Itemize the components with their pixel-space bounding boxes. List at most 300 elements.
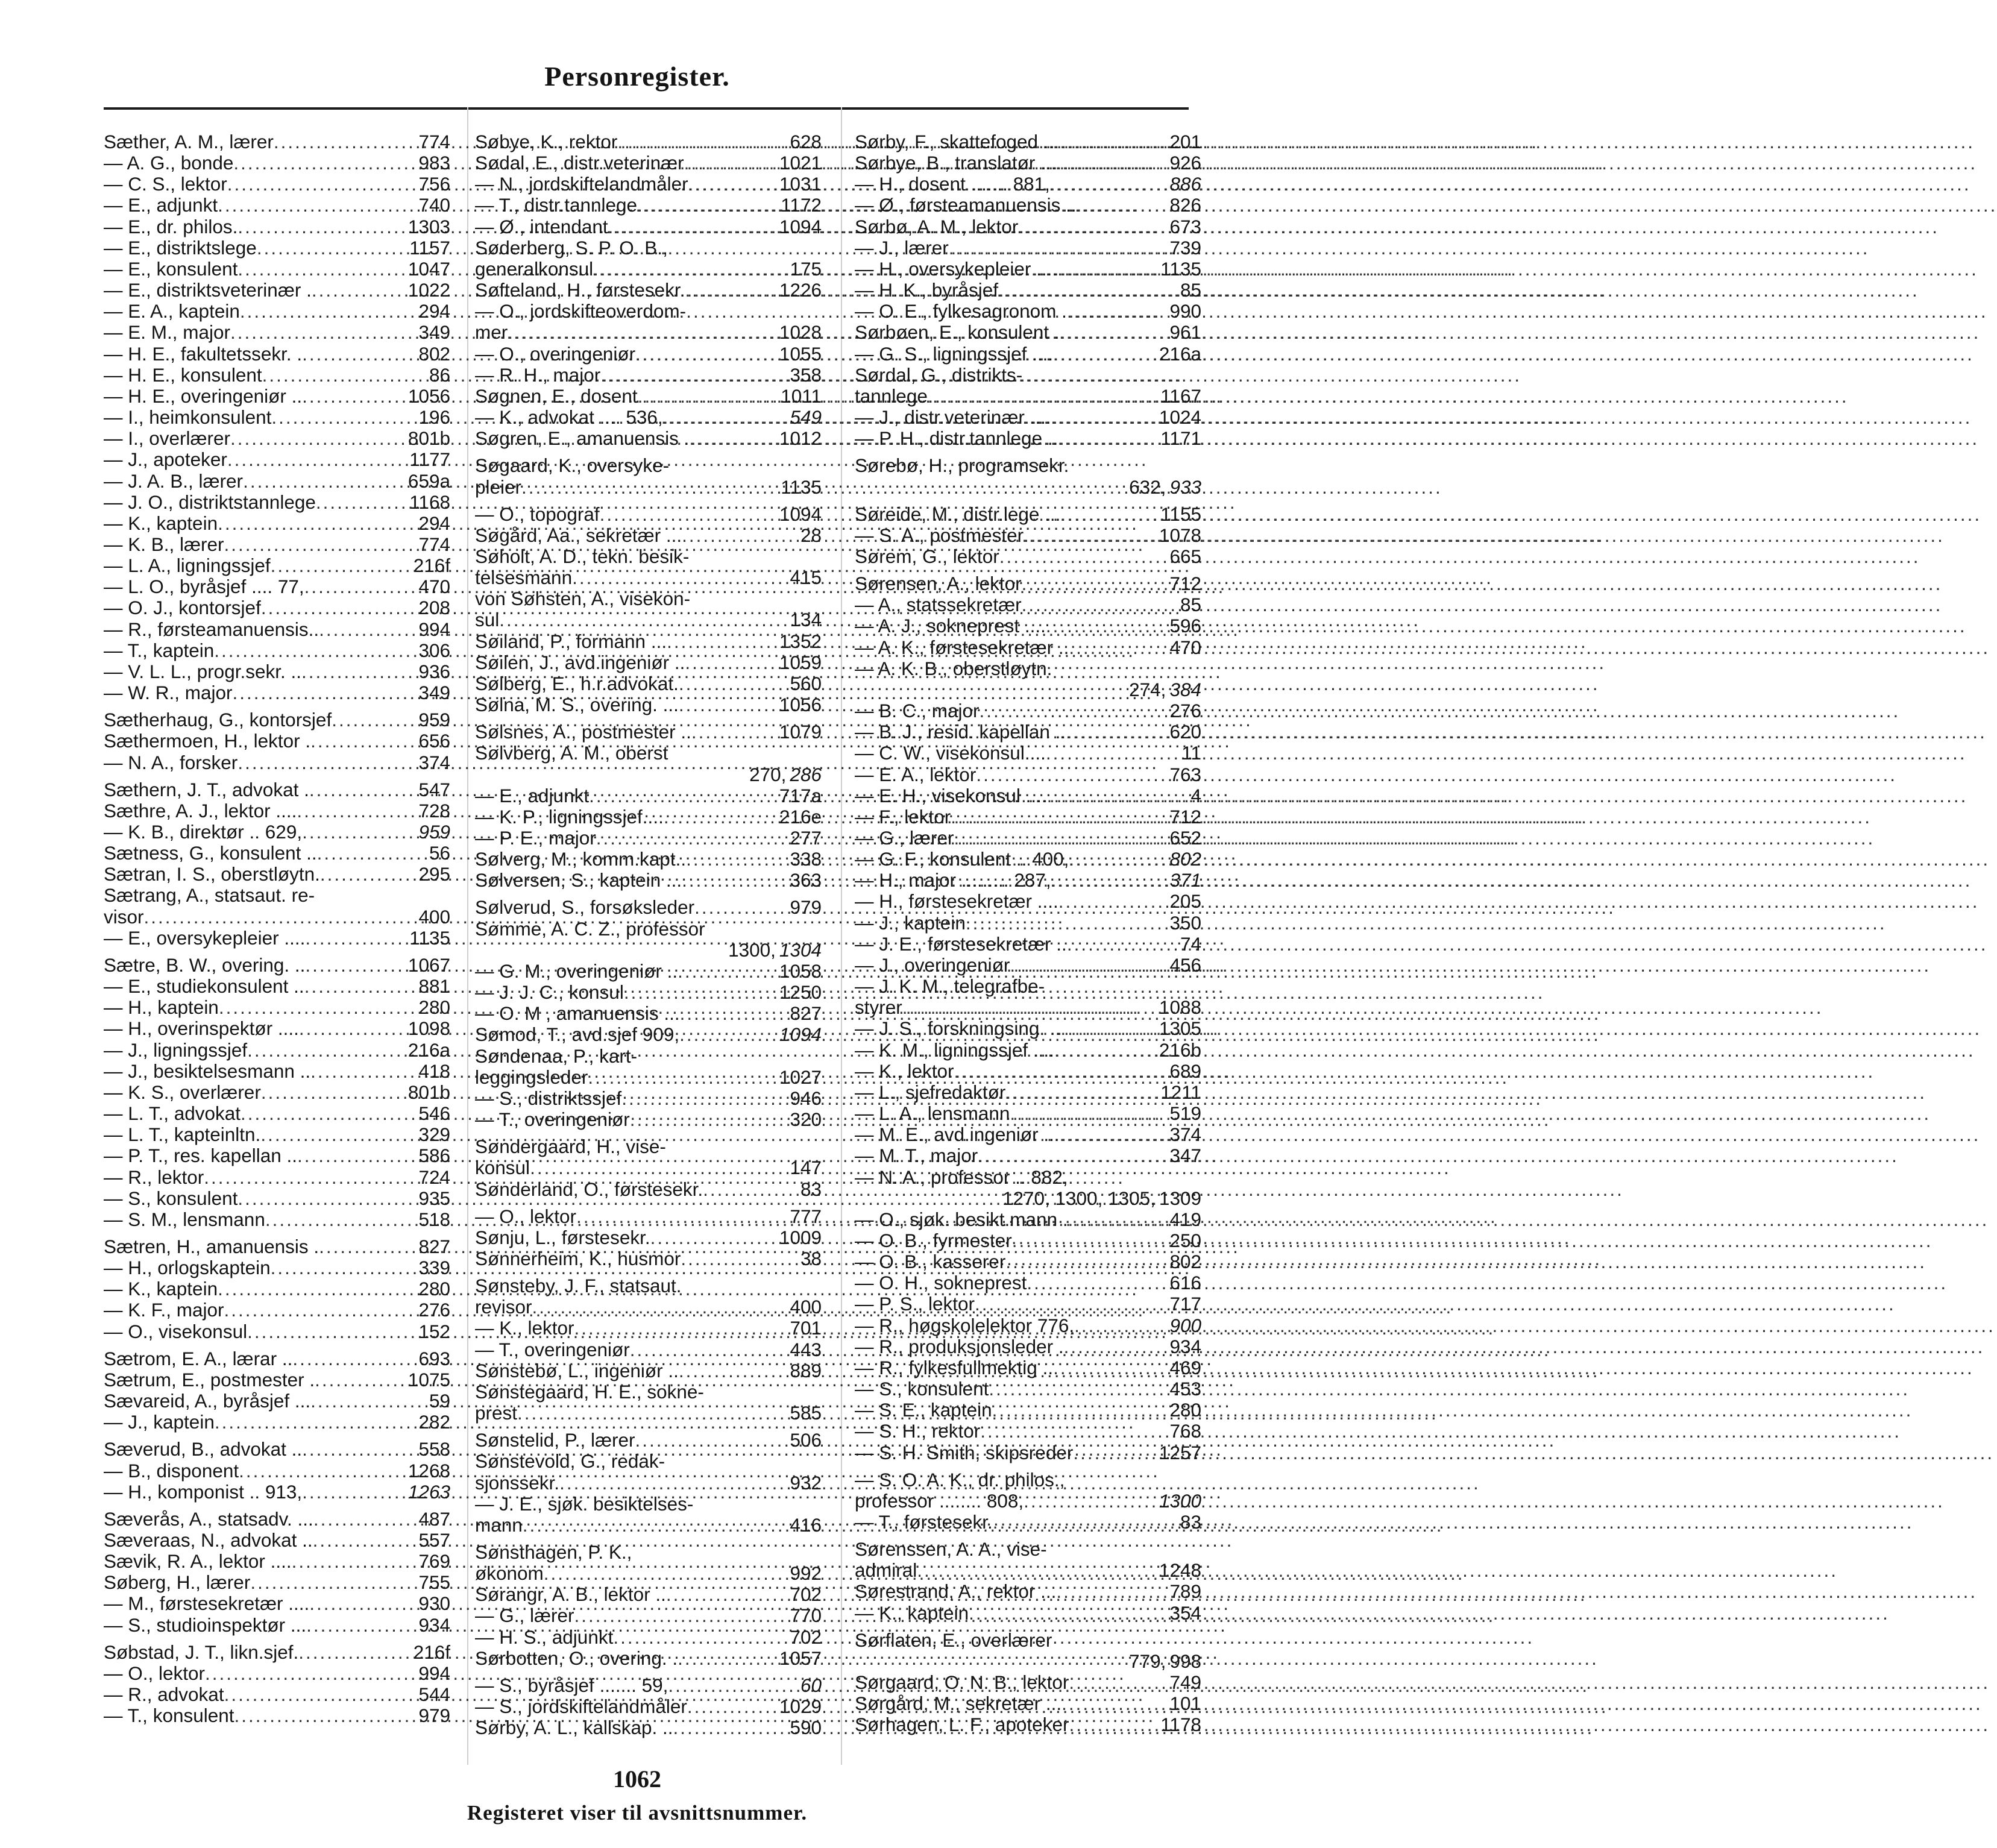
entry-name: Sørestrand, A., rektor ... — [855, 1580, 1057, 1603]
section-number: 443 — [790, 1338, 822, 1360]
index-entry — [855, 131, 1201, 152]
leader-dots — [144, 907, 415, 928]
leader-dots — [205, 1663, 415, 1684]
leader-dots — [630, 1339, 787, 1360]
entry-name: von Søhsten, A., visekon- — [475, 588, 691, 610]
entry-name: Sørebø, H., programsekr. — [855, 454, 1069, 477]
entry-name: mann — [475, 1513, 523, 1536]
entry-name: — J. E., sjøk. besiktelses- — [475, 1492, 694, 1515]
entry-name: Sæthre, A. J., lektor .... — [104, 799, 297, 822]
index-entry — [475, 152, 822, 174]
section-number: 83 — [800, 1178, 822, 1200]
index-entry — [104, 471, 450, 492]
entry-name: — P. E., major — [475, 827, 596, 849]
leader-dots — [1005, 1082, 1157, 1103]
index-entry — [475, 1696, 822, 1717]
index-entry — [104, 955, 450, 976]
leader-dots — [302, 822, 415, 843]
section-number: 702 — [790, 1583, 822, 1606]
entry-name: — M. E., avd.ingeniør ... — [855, 1124, 1060, 1146]
page-number: 1062 — [613, 1765, 661, 1793]
entry-name: — E., adjunkt — [475, 784, 590, 806]
entry-name: tannlege — [855, 385, 928, 407]
entry-name: — S., konsulent — [855, 1378, 989, 1400]
index-entry — [855, 322, 1201, 343]
entry-name: — K. S., overlærer — [104, 1081, 261, 1103]
leader-dots — [310, 1061, 415, 1082]
index-entry — [855, 1714, 1201, 1735]
entry-name: — K., lektor — [855, 1060, 954, 1082]
leader-dots — [1024, 525, 1156, 546]
index-entry — [104, 682, 450, 703]
page-title: Personregister. — [544, 61, 730, 92]
leader-dots — [593, 259, 786, 280]
entry-name: — H. E., overingeniør .. — [104, 385, 303, 407]
leader-dots — [635, 1430, 787, 1451]
leader-dots — [980, 700, 1166, 721]
index-entry — [475, 280, 822, 301]
leader-dots — [298, 1642, 409, 1663]
section-number: 768 — [1169, 1420, 1201, 1442]
section-number: 1056 — [779, 694, 822, 716]
section-number: 546 — [418, 1102, 450, 1125]
leader-dots — [1069, 849, 1166, 870]
leader-dots — [1069, 1672, 1166, 1693]
index-entry — [855, 891, 1201, 912]
section-number: 936 — [418, 660, 450, 682]
section-number: 470 — [1169, 636, 1201, 658]
index-entry — [104, 709, 450, 731]
leader-dots — [624, 982, 776, 1003]
section-number: 419 — [1169, 1208, 1201, 1230]
section-number: 1088 — [1159, 996, 1201, 1019]
leader-dots — [678, 1648, 776, 1669]
leader-dots — [679, 1360, 787, 1381]
section-number: 418 — [418, 1060, 450, 1082]
entry-name: — R., førsteamanuensis.. — [104, 618, 319, 640]
leader-dots — [247, 1040, 404, 1061]
entry-name: 1270, 1300, 1305, — [1002, 1187, 1156, 1209]
leader-dots — [302, 1439, 415, 1460]
index-entry — [855, 1560, 1201, 1581]
leader-dots — [680, 1003, 787, 1024]
section-number: 38 — [800, 1247, 822, 1269]
entry-name: — E., distriktslege — [104, 236, 257, 259]
entry-name: — W. R., major — [104, 682, 233, 704]
index-entry — [475, 1046, 822, 1067]
index-entry — [475, 785, 822, 806]
section-number: 774 — [418, 131, 450, 152]
section-number: 886 — [1169, 173, 1201, 195]
index-entry — [855, 679, 1201, 700]
leader-dots — [1027, 1272, 1166, 1293]
section-number: 216a — [407, 1039, 450, 1061]
entry-name: — N. A., professor .. 882, — [855, 1166, 1068, 1188]
section-number: 801b — [407, 1081, 450, 1103]
section-number: 280 — [418, 996, 450, 1019]
index-entry — [475, 1318, 822, 1339]
index-entry — [475, 344, 822, 365]
leader-dots — [319, 1236, 415, 1257]
index-entry — [475, 743, 822, 764]
index-entry — [104, 1257, 450, 1278]
leader-dots — [1058, 891, 1166, 912]
entry-name: Sønsthagen, P. K., — [475, 1541, 632, 1563]
section-number: 1021 — [779, 152, 822, 174]
entry-name: — H., overinspektør .... — [104, 1017, 299, 1040]
leader-dots — [572, 567, 786, 588]
section-number: 1168 — [409, 491, 450, 513]
leader-dots — [688, 174, 776, 195]
leader-dots — [530, 1157, 786, 1178]
entry-name: Sønstevold, G., redak- — [475, 1450, 665, 1472]
index-entry — [855, 976, 1201, 997]
section-number: 935 — [418, 1187, 450, 1209]
entry-name: — G. S., ligningssjef .... — [855, 342, 1054, 365]
entry-name: — T., overingeniør — [475, 1338, 630, 1360]
entry-name: Søgård, Aa., sekretær ... — [475, 524, 682, 546]
entry-name: 779, — [1129, 1650, 1166, 1672]
section-number: 358 — [790, 363, 822, 386]
entry-name: — J., kaptein — [855, 911, 966, 934]
leader-dots — [224, 1684, 415, 1705]
leader-dots — [219, 997, 415, 1018]
leader-dots — [304, 976, 415, 997]
section-number: 1300 — [1159, 1489, 1201, 1512]
leader-dots — [685, 280, 776, 301]
leader-dots — [237, 1188, 415, 1209]
entry-name: — E. M., major — [104, 321, 231, 344]
index-entry — [104, 864, 450, 885]
index-entry — [855, 870, 1201, 891]
section-number: 306 — [418, 639, 450, 661]
index-entry — [475, 828, 822, 849]
leader-dots — [274, 131, 415, 152]
index-entry — [104, 152, 450, 174]
section-number: 60 — [800, 1674, 822, 1696]
entry-name: — O., lektor — [104, 1662, 206, 1684]
index-entry — [104, 1145, 450, 1166]
section-number: 487 — [418, 1507, 450, 1530]
index-entry — [104, 640, 450, 661]
entry-name: — O. E., fylkesagronom . — [855, 300, 1067, 322]
index-entry — [475, 1206, 822, 1227]
leader-dots — [260, 1124, 415, 1145]
index-entry — [475, 1675, 822, 1696]
leader-dots — [902, 997, 1156, 1018]
leader-dots — [667, 631, 776, 652]
section-number: 926 — [1169, 152, 1201, 174]
section-number: 453 — [1169, 1378, 1201, 1400]
entry-name: — R. H., major — [475, 363, 601, 386]
section-number: 1177 — [409, 448, 450, 471]
leader-dots — [1050, 174, 1166, 195]
leader-dots — [1012, 1230, 1166, 1251]
leader-dots — [635, 344, 776, 365]
index-entry — [855, 1167, 1201, 1188]
entry-name: 1300, — [728, 938, 776, 961]
entry-name: — L. T., advokat — [104, 1102, 241, 1125]
entry-name: Søndenaa, P., kart- — [475, 1045, 638, 1067]
entry-name: leggingsleder — [475, 1066, 588, 1088]
entry-name: — C. W., visekonsul.... — [855, 742, 1046, 764]
leader-dots — [215, 1412, 415, 1433]
index-entry — [104, 1348, 450, 1369]
section-number: 934 — [418, 1614, 450, 1636]
entry-name: prest — [475, 1402, 518, 1424]
index-entry — [855, 365, 1201, 386]
entry-name: Søndergaard, H., vise- — [475, 1136, 666, 1158]
index-entry — [104, 237, 450, 259]
entry-name: — H., kaptein — [104, 996, 219, 1019]
leader-dots — [247, 1321, 415, 1342]
entry-name: — J., besiktelsesmann .. — [104, 1060, 311, 1082]
entry-name: — P. T., res. kapellan .. — [104, 1145, 297, 1167]
index-entry — [475, 1179, 822, 1200]
section-number: 276 — [418, 1299, 450, 1321]
entry-name: Sølversen, S., kaptein ... — [475, 869, 682, 891]
section-number: 216e — [779, 805, 822, 828]
entry-name: — H., dosent ....... 881, — [855, 173, 1050, 195]
index-entry — [104, 492, 450, 513]
section-number: 1009 — [779, 1226, 822, 1248]
leader-dots — [998, 280, 1177, 301]
index-entry — [475, 849, 822, 870]
index-entry — [475, 216, 822, 237]
index-entry — [104, 1551, 450, 1572]
index-entry — [475, 1248, 822, 1269]
leader-dots — [499, 609, 786, 630]
entry-name: Sødal, E., distr.veterinær — [475, 152, 684, 174]
entry-name: Sømod, T., avd.sjef 909, — [475, 1023, 680, 1046]
entry-name: Søbye, K., rektor — [475, 131, 618, 152]
entry-name: Søilen, J., avd.ingeniør .. — [475, 651, 685, 673]
section-number: 596 — [1169, 615, 1201, 637]
leader-dots — [1069, 1714, 1157, 1735]
index-entry — [475, 1403, 822, 1424]
leader-dots — [600, 365, 786, 386]
entry-name: — G., lærer — [855, 827, 954, 849]
section-number: 350 — [1169, 911, 1201, 934]
section-number: 400 — [790, 1296, 822, 1318]
leader-dots — [1051, 870, 1166, 891]
leader-dots — [686, 849, 786, 870]
entry-name: Sølverg, M., komm.kapt.. — [475, 848, 687, 870]
section-number: 717a — [779, 784, 822, 806]
entry-name: — H. E., konsulent — [104, 363, 262, 386]
leader-dots — [638, 386, 778, 407]
section-number: 994 — [418, 618, 450, 640]
section-number: 1305 — [1159, 1017, 1201, 1040]
entry-name: — K., kaptein — [855, 1601, 969, 1624]
index-entry — [104, 928, 450, 949]
entry-name: — J. A. B., lærer — [104, 470, 244, 492]
entry-name: — S. E., kaptein — [855, 1399, 992, 1421]
entry-name: Sønstegaard, H. E., sokne- — [475, 1380, 704, 1403]
entry-name: — T., distr.tannlege — [475, 194, 638, 216]
entry-name: — O., lektor — [475, 1205, 577, 1227]
leader-dots — [234, 1705, 415, 1726]
index-entry — [475, 1648, 822, 1669]
entry-name: — E., dr. philos. — [104, 215, 238, 237]
leader-dots — [1022, 594, 1177, 615]
section-number: 295 — [418, 863, 450, 885]
index-entry — [104, 1412, 450, 1433]
leader-dots — [999, 546, 1166, 567]
entry-name: admiral — [855, 1559, 917, 1582]
section-number: 470 — [418, 576, 450, 598]
leader-dots — [250, 1572, 415, 1593]
index-entry — [475, 1451, 822, 1472]
entry-name: Sørbø, A. M., lektor — [855, 215, 1019, 237]
section-number: 740 — [418, 194, 450, 216]
section-number: 363 — [790, 869, 822, 891]
index-entry — [855, 386, 1201, 407]
section-number: 689 — [1169, 1060, 1201, 1082]
index-entry — [104, 259, 450, 280]
section-number: 990 — [1169, 300, 1201, 322]
entry-name: — A. K. B., oberstløytn. — [855, 657, 1052, 679]
index-entry — [475, 1109, 822, 1130]
entry-name: — J. K. M., telegrafbe- — [855, 975, 1045, 998]
leader-dots — [292, 1348, 415, 1369]
index-entry — [475, 301, 822, 322]
index-entry — [475, 1024, 822, 1045]
leader-dots — [687, 1696, 776, 1717]
index-entry — [104, 997, 450, 1018]
leader-dots — [241, 1103, 415, 1124]
leader-dots — [508, 322, 776, 343]
index-entry — [855, 1272, 1201, 1293]
section-number: 826 — [1169, 194, 1201, 216]
index-entry — [104, 301, 450, 322]
entry-name: styrer — [855, 996, 902, 1019]
section-number: 1056 — [407, 385, 450, 407]
leader-dots — [305, 928, 406, 949]
entry-name: Sønderland, O., førstesekr. — [475, 1178, 703, 1200]
leader-dots — [305, 955, 404, 976]
index-entry — [855, 1630, 1201, 1651]
index-entry — [855, 237, 1201, 259]
section-number: 1211 — [1160, 1081, 1201, 1103]
leader-dots — [271, 407, 415, 428]
section-number: 28 — [800, 524, 822, 546]
section-number: 329 — [418, 1124, 450, 1146]
entry-name: — K. B., direktør .. 629, — [104, 821, 303, 843]
index-entry — [475, 1494, 822, 1515]
entry-name: — A. G., bonde — [104, 152, 234, 174]
section-number: 712 — [1169, 573, 1201, 595]
section-number: 881 — [418, 975, 450, 998]
leader-dots — [1024, 1491, 1156, 1512]
leader-dots — [989, 1378, 1166, 1400]
section-number: 693 — [418, 1347, 450, 1369]
section-number: 802 — [1169, 848, 1201, 870]
section-number: 1059 — [779, 651, 822, 673]
section-number: 979 — [790, 896, 822, 919]
index-entry — [104, 1460, 450, 1482]
index-entry — [104, 1572, 450, 1593]
entry-name: Søgaard, K., oversyke- — [475, 454, 670, 477]
entry-name: Søholt, A. D., tekn. besik- — [475, 545, 690, 567]
index-column-1 — [104, 131, 450, 1726]
entry-name: — E. H., visekonsul .... — [855, 784, 1047, 806]
index-entry — [855, 1378, 1201, 1400]
entry-name: 632, — [1129, 476, 1166, 498]
index-entry — [104, 1705, 450, 1726]
index-entry — [104, 576, 450, 597]
entry-name: Sætrom, E. A., lærar .. — [104, 1347, 293, 1369]
index-entry — [475, 1430, 822, 1451]
leader-dots — [1060, 1124, 1166, 1145]
entry-name: Sætness, G., konsulent .. — [104, 842, 317, 864]
index-entry — [475, 546, 822, 567]
entry-name: — V. L. L., progr.sekr. .. — [104, 660, 301, 682]
leader-dots — [1054, 131, 1166, 152]
leader-dots — [1068, 1209, 1166, 1230]
leader-dots — [954, 828, 1166, 849]
index-entry — [104, 731, 450, 752]
index-entry — [855, 1209, 1201, 1230]
section-number: 347 — [1169, 1145, 1201, 1167]
leader-dots — [224, 1300, 415, 1321]
entry-name: Sætrang, A., statsaut. re- — [104, 884, 315, 907]
entry-name: — S., distriktssjef — [475, 1087, 622, 1109]
section-number: 1057 — [779, 1647, 822, 1669]
section-number: 1352 — [779, 630, 822, 652]
index-entry — [855, 1315, 1201, 1336]
leader-dots — [313, 1530, 415, 1551]
entry-name: — M. T., major — [855, 1145, 978, 1167]
section-number: 770 — [790, 1604, 822, 1627]
leader-dots — [1061, 1693, 1166, 1714]
entry-name: — K. M., ligningssjef .... — [855, 1039, 1054, 1061]
entry-name: Søderberg, S. P. O. B., — [475, 236, 668, 259]
index-entry — [855, 504, 1201, 525]
leader-dots — [257, 237, 406, 259]
leader-dots — [685, 652, 776, 673]
index-entry — [104, 1530, 450, 1551]
index-entry — [855, 1442, 1201, 1463]
entry-name: Sætre, B. W., overing. .. — [104, 954, 306, 976]
section-number: 196 — [418, 406, 450, 429]
index-entry — [475, 721, 822, 743]
index-entry — [475, 652, 822, 673]
leader-dots — [613, 1627, 786, 1648]
section-number: 930 — [418, 1592, 450, 1615]
index-entry — [104, 822, 450, 843]
index-entry — [104, 555, 450, 576]
leader-dots — [302, 1482, 404, 1503]
leader-dots — [992, 1400, 1166, 1421]
section-number: 339 — [418, 1257, 450, 1279]
leader-dots — [663, 407, 787, 428]
leader-dots — [559, 1472, 786, 1494]
index-entry — [855, 174, 1201, 195]
section-number: 1028 — [779, 321, 822, 344]
entry-name: — I., heimkonsulent — [104, 406, 272, 429]
section-number: 208 — [418, 597, 450, 619]
index-entry — [475, 1088, 822, 1109]
index-entry — [475, 1296, 822, 1318]
index-entry — [475, 1515, 822, 1536]
index-entry — [104, 1061, 450, 1082]
leader-dots — [1010, 955, 1166, 976]
section-number: 933 — [1169, 476, 1201, 498]
entry-name: — J. E., førstesekretær .. — [855, 932, 1067, 955]
entry-name: Sølberg, E., h.r.advokat. — [475, 672, 679, 694]
index-entry — [855, 849, 1201, 870]
